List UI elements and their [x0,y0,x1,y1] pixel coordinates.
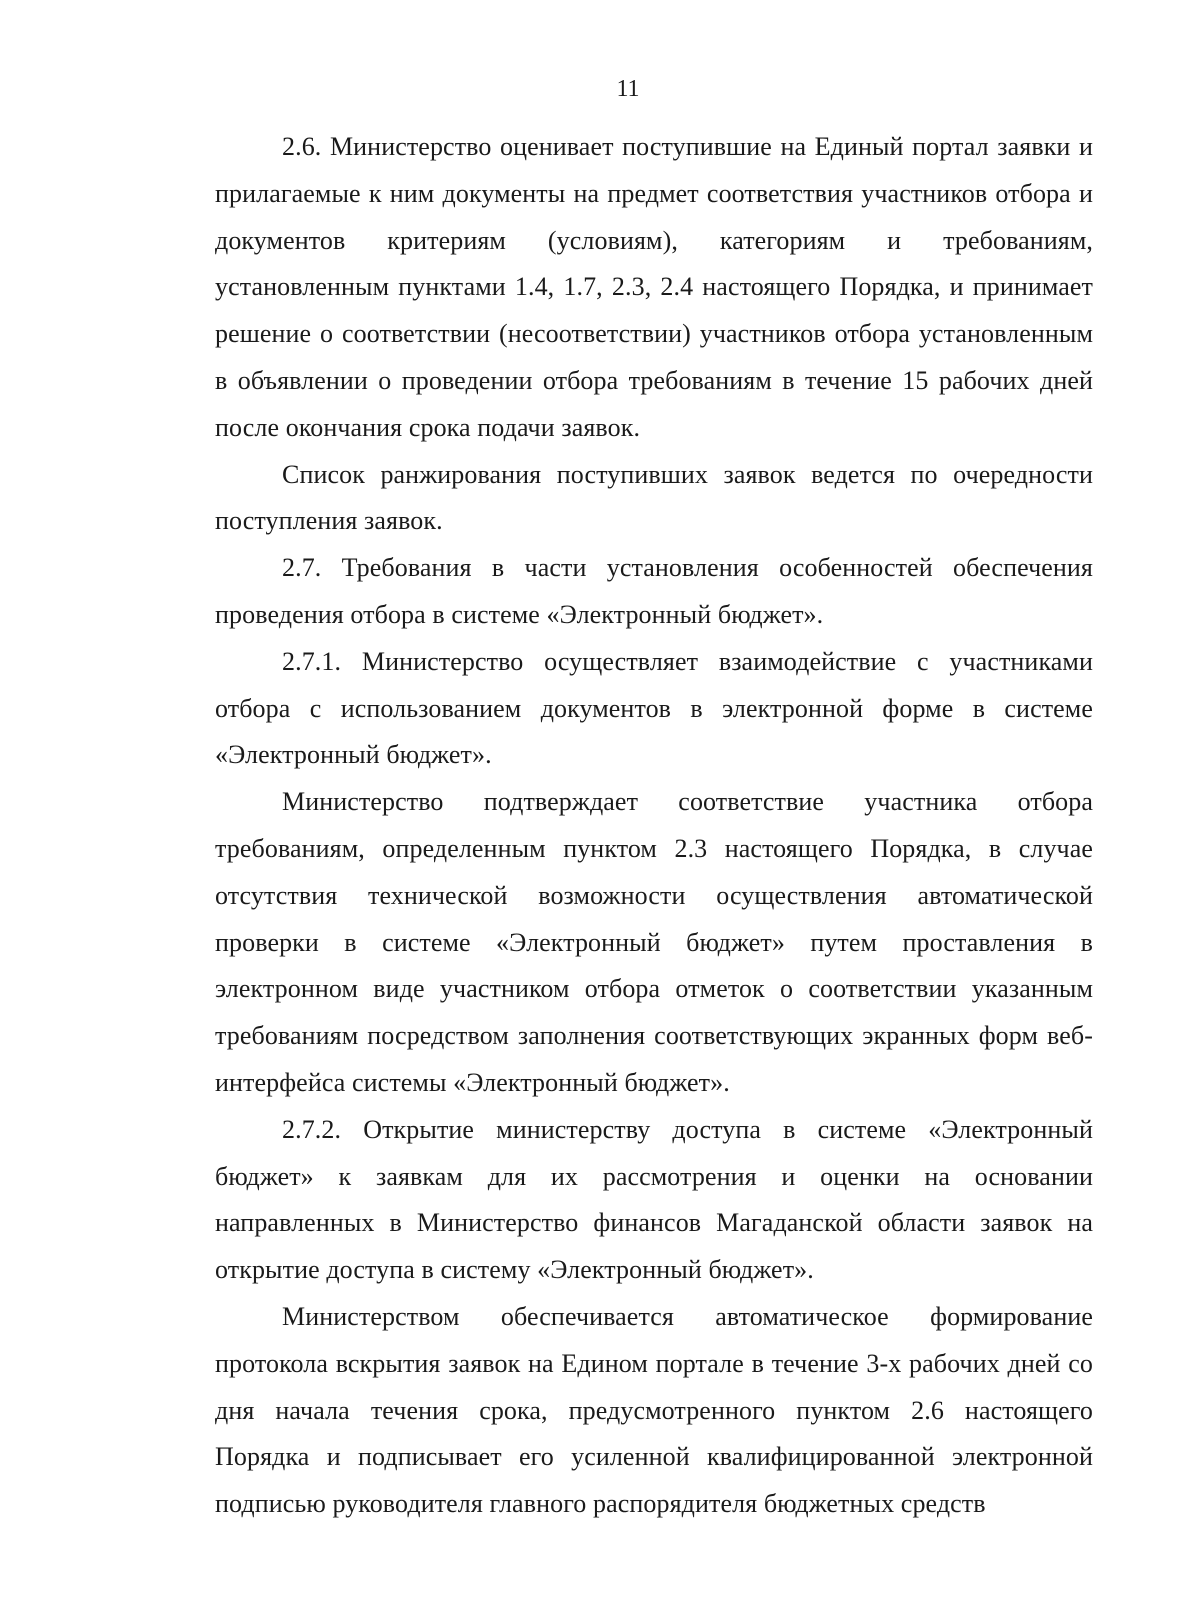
paragraph-2-7-1: 2.7.1. Министерство осуществляет взаимодействие с участниками отбора с использованием документов в электронной форме в системе «Электронный бюджет». [215,646,1093,770]
paragraph-2-7-2: 2.7.2. Открытие министерству доступа в системе «Электронный бюджет» к заявкам для их рассмотрения и оценки на основании направленных в Министерство финансов Магаданской области заявок на открытие доступа в систему «Электронный бюджет». [215,1114,1093,1285]
paragraph-2-6: 2.6. Министерство оценивает поступившие на Единый портал заявки и прилагаемые к ним документы на предмет соответствия участников отбора и документов критериям (условиям), категориям и требованиям, установленным пунктами 1.4, 1.7, 2.3, 2.4 настоящего Порядка, и принимает решение о соответствии (несоответствии) участников отбора установленным в объявлении о проведении отбора требованиям в течение 15 рабочих дней после окончания срока подачи заявок. [215,132,1093,442]
paragraph-2-7: 2.7. Требования в части установления особенностей обеспечения проведения отбора в системе «Электронный бюджет». [215,553,1093,629]
page-number: 11 [616,76,640,102]
paragraph-ranking-list: Список ранжирования поступивших заявок ведется по очередности поступления заявок. [215,459,1093,536]
paragraph-protocol: Министерством обеспечивается автоматическое формирование протокола вскрытия заявок на Едином портале в течение 3-х рабочих дней со дня начала течения срока, предусмотренного пунктом 2.6 настоящего Порядка и подписывает его усиленной квалифицированной электронной подписью руководителя главного распорядителя бюджетных средств [215,1301,1093,1519]
paragraph-confirmation: Министерство подтверждает соответствие участника отбора требованиям, определенным пунктом 2.3 настоящего Порядка, в случае отсутствия технической возможности осуществления автоматической проверки в системе «Электронный бюджет» путем проставления в электронном виде участником отбора отметок о соответствии указанным требованиям посредством заполнения соответствующих экранных форм веб-интерфейса системы «Электронный бюджет». [215,787,1093,1097]
document-body [215,124,1093,1528]
